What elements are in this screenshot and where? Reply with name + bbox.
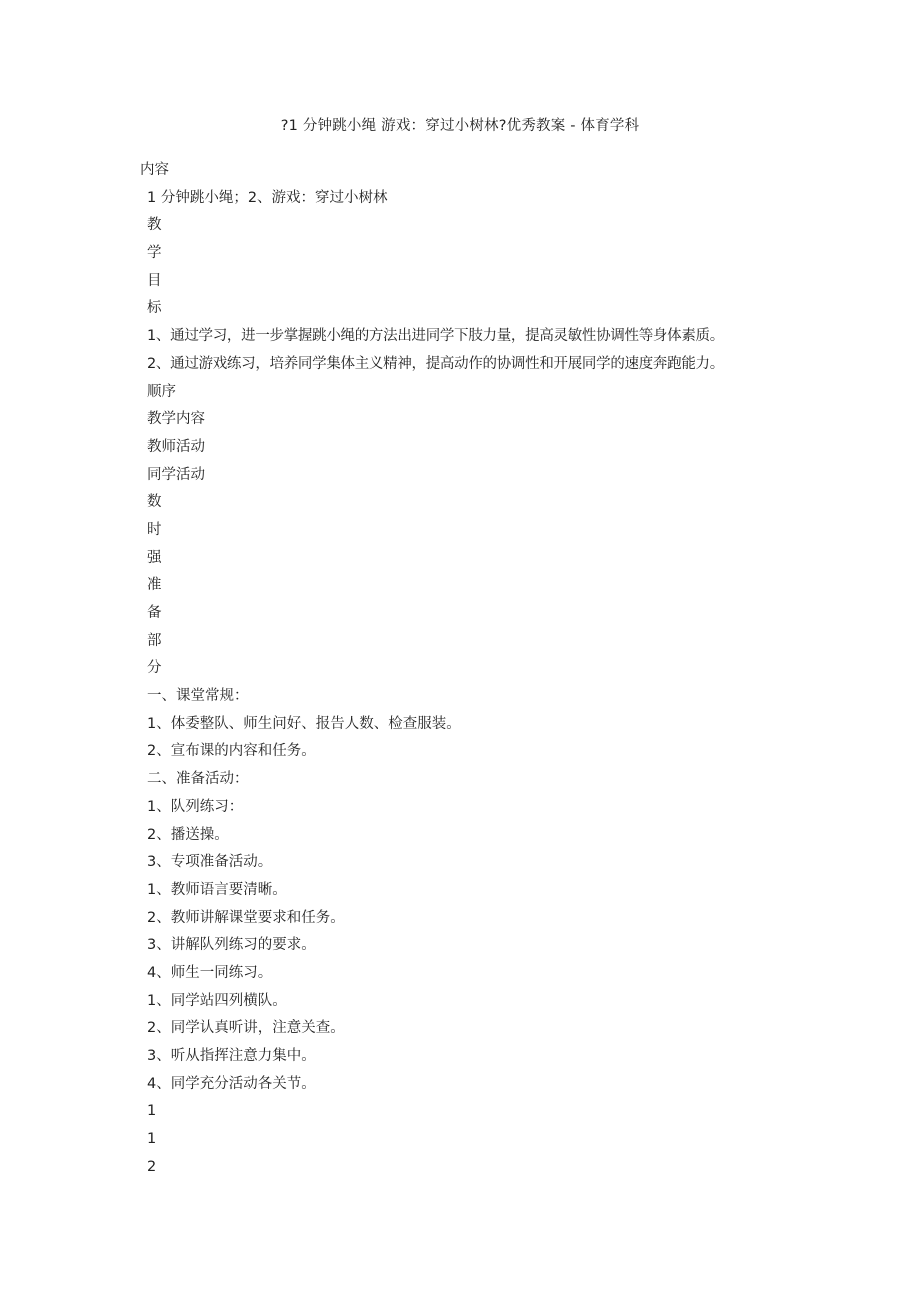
vertical-label-char: 标 xyxy=(147,300,162,317)
table-header: 教学内容 xyxy=(147,411,205,428)
vertical-label-char: 学 xyxy=(147,245,162,262)
vertical-label-char: 部 xyxy=(147,632,162,649)
list-item: 4、同学充分活动各关节。 xyxy=(147,1075,316,1092)
table-header: 教师活动 xyxy=(147,438,205,455)
list-item: 3、讲解队列练习的要求。 xyxy=(147,937,316,954)
list-item: 2、播送操。 xyxy=(147,826,229,843)
content-text: 1 分钟跳小绳；2、游戏：穿过小树林 xyxy=(147,189,388,206)
vertical-label-char: 准 xyxy=(147,577,162,594)
vertical-label-char: 教 xyxy=(147,217,162,234)
vertical-label-char: 备 xyxy=(147,605,162,621)
vertical-label-char: 强 xyxy=(147,549,162,566)
section-label-content: 内容 xyxy=(140,162,169,178)
list-item: 2、同学认真听讲，注意关查。 xyxy=(147,1020,345,1037)
list-item: 4、师生一同练习。 xyxy=(147,964,273,981)
vertical-label-char: 分 xyxy=(147,660,162,677)
section-heading: 二、准备活动： xyxy=(147,771,249,788)
objective-item: 2、通过游戏练习，培养同学集体主义精神，提高动作的协调性和开展同学的速度奔跑能力。 xyxy=(147,355,724,372)
objective-item: 1、通过学习，进一步掌握跳小绳的方法出进同学下肢力量，提高灵敏性协调性等身体素质。 xyxy=(147,328,724,345)
document-title: ?1 分钟跳小绳 游戏：穿过小树林?优秀教案 - 体育学科 xyxy=(280,118,640,134)
number-value: 1 xyxy=(147,1131,157,1148)
vertical-label-char: 目 xyxy=(147,272,162,289)
document-body xyxy=(140,157,900,1181)
list-item: 1、教师语言要清晰。 xyxy=(147,881,287,898)
section-heading: 一、课堂常规： xyxy=(147,688,249,705)
list-item: 3、专项准备活动。 xyxy=(147,854,273,871)
number-value: 1 xyxy=(147,1103,157,1120)
list-item: 2、教师讲解课堂要求和任务。 xyxy=(147,909,345,926)
number-value: 2 xyxy=(147,1158,157,1175)
list-item: 1、体委整队、师生问好、报告人数、检查服装。 xyxy=(147,715,461,732)
table-header: 顺序 xyxy=(147,383,176,400)
list-item: 1、同学站四列横队。 xyxy=(147,992,287,1009)
list-item: 3、听从指挥注意力集中。 xyxy=(147,1048,316,1064)
table-header: 同学活动 xyxy=(147,466,205,483)
list-item: 1、队列练习： xyxy=(147,798,244,815)
vertical-label-char: 数 xyxy=(147,494,162,511)
vertical-label-char: 时 xyxy=(147,521,162,538)
list-item: 2、宣布课的内容和任务。 xyxy=(147,743,316,760)
